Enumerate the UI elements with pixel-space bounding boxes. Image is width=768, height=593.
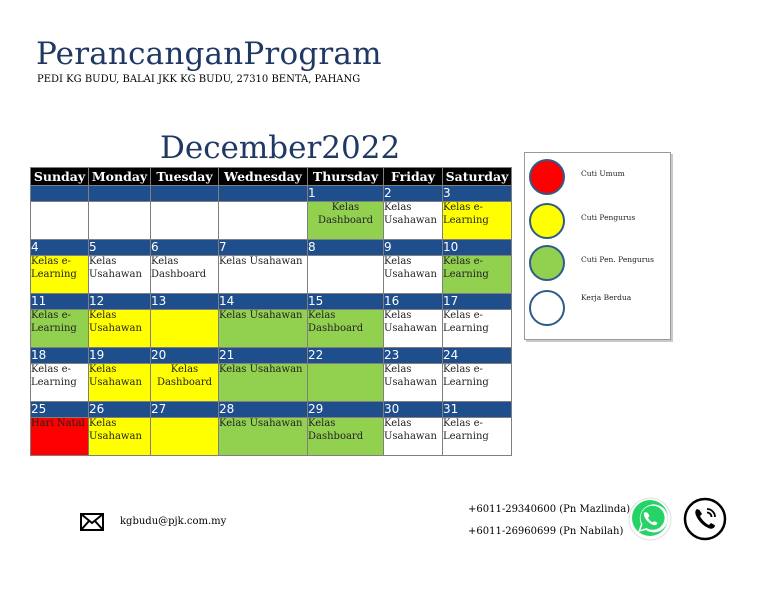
calendar-table <box>30 167 512 456</box>
activity-cell: Kelas Usahawan <box>89 418 151 456</box>
date-number-cell: 31 <box>443 402 512 418</box>
date-number-cell: 15 <box>308 294 384 310</box>
phone-number-1[interactable]: +6011-29340600 (Pn Mazlinda) <box>468 504 631 515</box>
weekday-friday: Friday <box>384 168 443 186</box>
activity-cell: Kelas Usahawan <box>384 364 443 402</box>
date-number-cell: 2 <box>384 186 443 202</box>
activity-cell <box>219 202 308 240</box>
activity-cell: Kelas Usahawan <box>384 310 443 348</box>
activity-cell: Kelas e-Learning <box>443 364 512 402</box>
activity-cell: Kelas Usahawan <box>89 256 151 294</box>
date-number-cell <box>31 186 89 202</box>
weekday-monday: Monday <box>89 168 151 186</box>
activity-cell: Kelas Usahawan <box>89 310 151 348</box>
date-number-cell <box>219 186 308 202</box>
date-number-cell: 11 <box>31 294 89 310</box>
activity-cell: Kelas Dashboard <box>151 256 219 294</box>
date-number-row <box>31 186 512 202</box>
date-number-cell: 4 <box>31 240 89 256</box>
date-number-cell: 27 <box>151 402 219 418</box>
green-circle-icon <box>529 245 565 281</box>
activity-cell <box>89 202 151 240</box>
activity-cell: Kelas e-Learning <box>443 310 512 348</box>
activity-row <box>31 418 512 456</box>
activity-row <box>31 256 512 294</box>
legend-label: Cuti Pen. Pengurus <box>581 255 654 264</box>
legend-label: Cuti Umum <box>581 169 625 178</box>
date-number-cell: 18 <box>31 348 89 364</box>
legend-box <box>524 152 671 340</box>
legend-item-cuti-pen-pengurus <box>529 245 669 285</box>
page-title: PerancanganProgram <box>36 36 382 72</box>
activity-cell: Kelas Usahawan <box>219 256 308 294</box>
phone-icon <box>683 497 727 541</box>
white-circle-icon <box>529 290 565 326</box>
activity-cell <box>151 418 219 456</box>
activity-cell <box>31 202 89 240</box>
weekday-thursday: Thursday <box>308 168 384 186</box>
activity-cell: Kelas e-Learning <box>31 256 89 294</box>
activity-cell: Kelas e-Learning <box>31 364 89 402</box>
activity-cell: Kelas Dashboard <box>151 364 219 402</box>
activity-cell: Kelas Usahawan <box>219 364 308 402</box>
date-number-cell: 1 <box>308 186 384 202</box>
weekday-tuesday: Tuesday <box>151 168 219 186</box>
date-number-row <box>31 240 512 256</box>
date-number-cell: 12 <box>89 294 151 310</box>
legend-label: Cuti Pengurus <box>581 213 636 222</box>
activity-cell: Kelas Dashboard <box>308 310 384 348</box>
activity-cell: Kelas Usahawan <box>219 418 308 456</box>
date-number-cell: 14 <box>219 294 308 310</box>
activity-cell: Hari Natal <box>31 418 89 456</box>
date-number-cell: 29 <box>308 402 384 418</box>
weekday-wednesday: Wednesday <box>219 168 308 186</box>
activity-cell: Kelas e-Learning <box>443 256 512 294</box>
date-number-cell: 21 <box>219 348 308 364</box>
envelope-icon <box>80 513 104 531</box>
date-number-row <box>31 402 512 418</box>
activity-row <box>31 202 512 240</box>
email-address[interactable]: kgbudu@pjk.com.my <box>120 516 227 527</box>
activity-cell <box>151 310 219 348</box>
activity-cell <box>151 202 219 240</box>
activity-cell: Kelas Dashboard <box>308 202 384 240</box>
activity-cell: Kelas Dashboard <box>308 418 384 456</box>
date-number-cell: 7 <box>219 240 308 256</box>
weekday-header-row <box>31 168 512 186</box>
date-number-cell: 23 <box>384 348 443 364</box>
activity-cell: Kelas Usahawan <box>384 202 443 240</box>
activity-cell: Kelas Usahawan <box>89 364 151 402</box>
legend-item-cuti-pengurus <box>529 203 669 243</box>
activity-cell: Kelas e-Learning <box>31 310 89 348</box>
date-number-row <box>31 348 512 364</box>
phone-number-2[interactable]: +6011-26960699 (Pn Nabilah) <box>468 526 624 537</box>
date-number-cell <box>151 186 219 202</box>
weekday-saturday: Saturday <box>443 168 512 186</box>
month-title: December2022 <box>160 130 401 166</box>
date-number-cell: 13 <box>151 294 219 310</box>
date-number-cell: 17 <box>443 294 512 310</box>
activity-cell <box>308 364 384 402</box>
date-number-cell: 5 <box>89 240 151 256</box>
date-number-cell: 26 <box>89 402 151 418</box>
red-circle-icon <box>529 159 565 195</box>
date-number-cell: 6 <box>151 240 219 256</box>
activity-cell <box>308 256 384 294</box>
date-number-cell <box>89 186 151 202</box>
legend-item-cuti-umum <box>529 159 669 199</box>
date-number-cell: 9 <box>384 240 443 256</box>
date-number-row <box>31 294 512 310</box>
activity-cell: Kelas Usahawan <box>219 310 308 348</box>
date-number-cell: 20 <box>151 348 219 364</box>
date-number-cell: 22 <box>308 348 384 364</box>
activity-cell: Kelas Usahawan <box>384 256 443 294</box>
date-number-cell: 19 <box>89 348 151 364</box>
date-number-cell: 24 <box>443 348 512 364</box>
activity-cell: Kelas Usahawan <box>384 418 443 456</box>
date-number-cell: 8 <box>308 240 384 256</box>
date-number-cell: 10 <box>443 240 512 256</box>
legend-item-kerja-berdua <box>529 290 669 330</box>
activity-row <box>31 310 512 348</box>
activity-cell: Kelas e-Learning <box>443 202 512 240</box>
address-subtitle: PEDI KG BUDU, BALAI JKK KG BUDU, 27310 BENTA, PAHANG <box>37 74 361 85</box>
date-number-cell: 28 <box>219 402 308 418</box>
weekday-sunday: Sunday <box>31 168 89 186</box>
legend-label: Kerja Berdua <box>581 293 632 302</box>
activity-row <box>31 364 512 402</box>
date-number-cell: 25 <box>31 402 89 418</box>
date-number-cell: 30 <box>384 402 443 418</box>
date-number-cell: 3 <box>443 186 512 202</box>
whatsapp-icon <box>628 497 672 541</box>
activity-cell: Kelas e-Learning <box>443 418 512 456</box>
yellow-circle-icon <box>529 203 565 239</box>
date-number-cell: 16 <box>384 294 443 310</box>
